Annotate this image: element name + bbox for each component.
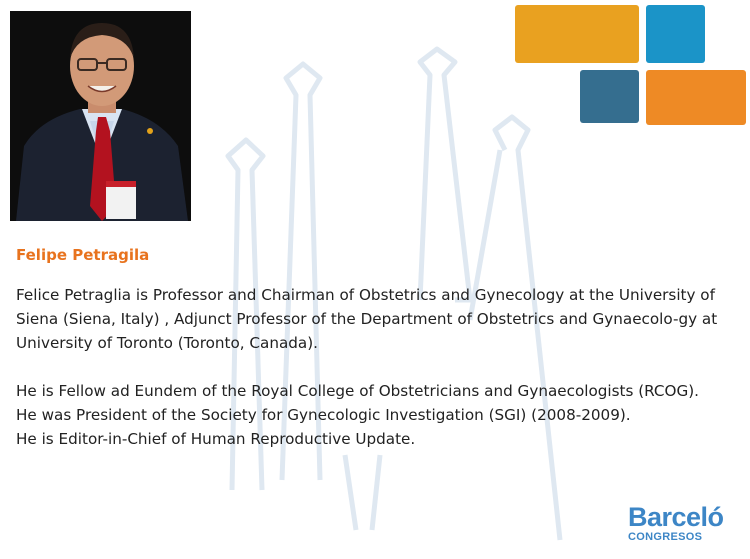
speaker-bio bbox=[16, 283, 738, 451]
bio-line-editor: He is Editor-in-Chief of Human Reproductive Update. bbox=[16, 430, 416, 448]
speaker-portrait-icon bbox=[10, 11, 191, 221]
bio-paragraph-2 bbox=[16, 379, 738, 451]
decorative-tile-steel bbox=[580, 70, 639, 123]
decorative-tile-orange bbox=[646, 70, 746, 125]
bio-paragraph-1: Felice Petraglia is Professor and Chairman of Obstetrics and Gynecology at the University of Siena (Siena, Italy) , Adjunct Professor of the Department of Obstetrics and Gynaecolo-gy at University of Toronto (Toronto, Canada). bbox=[16, 286, 718, 352]
decorative-tile-amber bbox=[515, 5, 639, 63]
logo-brand: Barceló bbox=[628, 502, 724, 532]
logo-subtitle: CONGRESOS bbox=[628, 531, 703, 543]
bio-line-president: He was President of the Society for Gynecologic Investigation (SGI) (2008-2009). bbox=[16, 406, 631, 424]
decorative-tile-sky bbox=[646, 5, 705, 63]
barcelo-congresos-logo bbox=[628, 503, 743, 543]
speaker-name: Felipe Petragila bbox=[16, 246, 150, 264]
speaker-photo bbox=[10, 11, 191, 221]
bio-line-fellow: He is Fellow ad Eundem of the Royal College of Obstetricians and Gynaecologists (RCOG). bbox=[16, 382, 700, 400]
